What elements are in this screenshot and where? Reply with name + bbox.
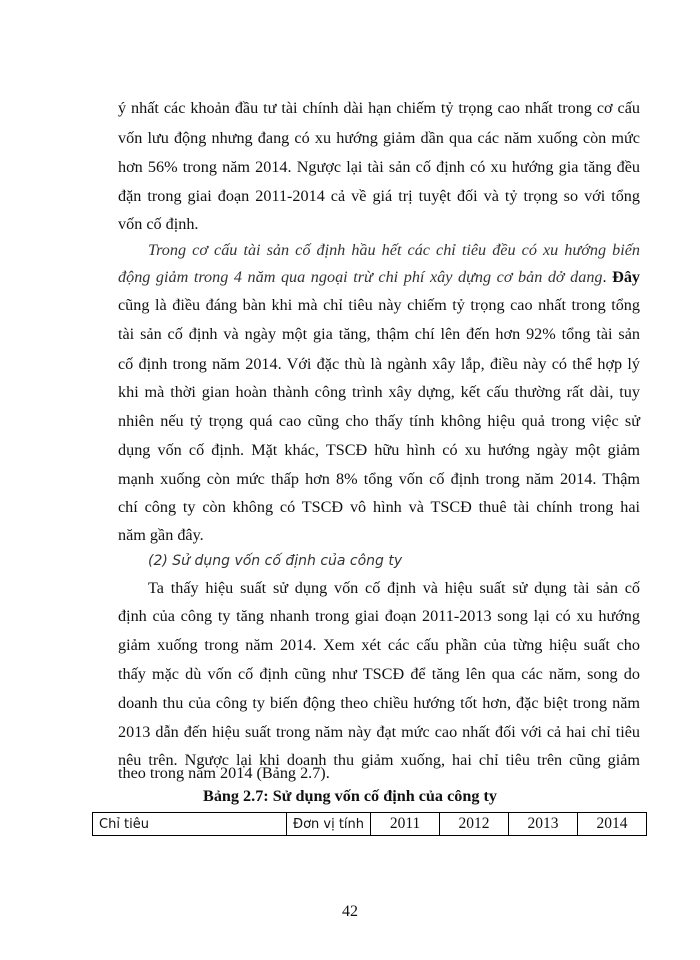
paragraph-2-mixed-line: [118, 267, 640, 287]
paragraph-2-line: nhiên nếu tỷ trọng quá cao cũng cho thấy tính không hiệu quả trong việc sử: [118, 412, 640, 430]
table-caption: Bảng 2.7: Sử dụng vốn cố định của công ty: [203, 787, 497, 805]
paragraph-2-line: khi mà thời gian hoàn thành công trình xây dựng, kết cấu thường rất dài, tuy: [118, 383, 640, 401]
paragraph-2-line: cũng là điều đáng bàn khi mà chỉ tiêu này chiếm tỷ trọng cao nhất trong tổng: [118, 296, 640, 314]
header-year-2013: 2013: [509, 813, 578, 836]
table-header-row: [93, 813, 647, 836]
paragraph-2-line: cố định trong năm 2014. Với đặc thù là ngành xây lắp, điều này có thể hợp lý: [118, 355, 640, 373]
paragraph-1-line: ý nhất các khoản đầu tư tài chính dài hạn chiếm tỷ trọng cao nhất trong cơ cấu: [118, 99, 640, 117]
paragraph-2-line: mạnh xuống còn mức thấp hơn 8% tổng vốn cố định trong năm 2014. Thậm: [118, 470, 640, 488]
section-heading: (2) Sử dụng vốn cố định của công ty: [148, 553, 403, 569]
paragraph-2-line: năm gần đây.: [118, 526, 204, 544]
header-year-2012: 2012: [440, 813, 509, 836]
fixed-capital-table: [92, 812, 647, 836]
paragraph-3-line: định của công ty tăng nhanh trong giai đoạn 2011-2013 song lại có xu hướng: [118, 607, 640, 625]
paragraph-2-italic-fragment: động giảm trong 4 năm qua ngoại trừ chi phí xây dựng cơ bản dở dang: [118, 268, 603, 286]
header-unit: Đơn vị tính: [287, 813, 371, 836]
paragraph-1-line: vốn cố định.: [118, 215, 199, 233]
paragraph-1-line: vốn lưu động nhưng đang có xu hướng giảm dần qua các năm xuống còn mức: [118, 129, 640, 147]
paragraph-3-line: doanh thu của công ty biến động theo chiều hướng tốt hơn, đặc biệt trong năm: [118, 694, 640, 712]
paragraph-2-line: chí công ty còn không có TSCĐ vô hình và TSCĐ thuê tài chính trong hai: [118, 498, 640, 516]
paragraph-3-line: theo trong năm 2014 (Bảng 2.7).: [118, 764, 330, 782]
header-year-2011: 2011: [371, 813, 440, 836]
paragraph-2-bold-word: Đây: [612, 268, 641, 286]
paragraph-1-line: hơn 56% trong năm 2014. Ngược lại tài sản cố định có xu hướng gia tăng đều: [118, 158, 640, 176]
paragraph-2-italic-line: Trong cơ cấu tài sản cố định hầu hết các chỉ tiêu đều có xu hướng biến: [148, 241, 640, 259]
paragraph-2-line: dụng vốn cố định. Mặt khác, TSCĐ hữu hình có xu hướng ngày một giảm: [118, 441, 640, 459]
paragraph-3-line: 2013 dẫn đến hiệu suất trong năm này đạt mức cao nhất đối với cả hai chỉ tiêu: [118, 723, 640, 741]
paragraph-3-line: thấy mặc dù vốn cố định cũng như TSCĐ để tăng lên qua các năm, song do: [118, 665, 640, 683]
paragraph-3-line: giảm xuống trong năm 2014. Xem xét các cấu phần của từng hiệu suất cho: [118, 636, 640, 654]
page-number: 42: [342, 903, 358, 920]
paragraph-2-period: .: [602, 268, 613, 286]
paragraph-3-line: nêu trên. Ngược lại khi doanh thu giảm xuống, hai chỉ tiêu trên cũng giảm: [118, 751, 640, 769]
paragraph-3-line: Ta thấy hiệu suất sử dụng vốn cố định và hiệu suất sử dụng tài sản cố: [148, 579, 640, 597]
header-year-2014: 2014: [578, 813, 647, 836]
header-indicator: Chỉ tiêu: [93, 813, 287, 836]
paragraph-2-line: tài sản cố định và ngày một gia tăng, thậm chí lên đến hơn 92% tổng tài sản: [118, 325, 640, 343]
paragraph-1-line: đặn trong giai đoạn 2011-2014 cả về giá trị tuyệt đối và tỷ trọng so với tổng: [118, 187, 640, 205]
